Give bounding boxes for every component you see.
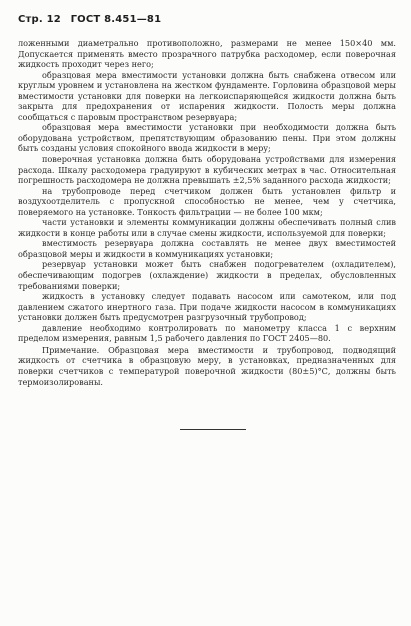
paragraph-continuation: ложенными диаметрально противоположно, размерами не менее 150×40 мм. Допускается применять вместо прозрачного патрубка расходомер, если поверочная жидкость проходит через него; bbox=[18, 38, 396, 70]
end-divider bbox=[180, 429, 246, 430]
paragraph: поверочная установка должна быть оборудована устройствами для измерения расхода. Шкалу расходомера градуируют в кубических метрах в час. Относительная погрешность расходомера не должна превышать ±2,5% заданного расхода жидкости; bbox=[18, 154, 396, 186]
body-text bbox=[18, 38, 396, 387]
paragraph: давление необходимо контролировать по манометру класса 1 с верхним пределом измерения, равным 1,5 рабочего давления по ГОСТ 2405—80. bbox=[18, 322, 396, 344]
paragraph: вместимость резервуара должна составлять не менее двух вместимостей образцовой меры и жидкости в коммуникациях установки; bbox=[18, 238, 396, 259]
paragraph: части установки и элементы коммуникации должны обеспечивать полный слив жидкости в конце работы или в случае смены жидкости, используемой для поверки; bbox=[18, 217, 396, 238]
paragraph: жидкость в установку следует подавать насосом или самотеком, или под давлением сжатого инертного газа. При подаче жидкости насосом в коммуникациях установки должен быть предусмотрен разгрузочный трубопровод; bbox=[18, 291, 396, 323]
page-number: Стр. 12 bbox=[18, 14, 61, 25]
paragraph: образцовая мера вместимости установки при необходимости должна быть оборудована устройством, препятствующим образованию пены. При этом должны быть созданы условия спокойного ввода жидкости в меру; bbox=[18, 122, 396, 154]
note-paragraph: Примечание. Образцовая мера вместимости и трубопровод, подводящий жидкость от счетчика в образцовую меру, в установках, предназначенных для поверки счетчиков с температурой поверочной жидкости (80±5)°С, должны быть термоизолированы. bbox=[18, 344, 396, 387]
paragraph: на трубопроводе перед счетчиком должен быть установлен фильтр и воздухоотделитель с пропускной способностью не менее, чем у счетчика, поверяемого на установке. Тонкость фильтрации — не более 100 мкм; bbox=[18, 185, 396, 217]
page-header bbox=[18, 14, 167, 28]
paragraph: резервуар установки может быть снабжен подогревателем (охладителем), обеспечивающим подогрев (охлаждение) жидкости в пределах, обусловленных требованиями поверки; bbox=[18, 259, 396, 291]
standard-designation: ГОСТ 8.451—81 bbox=[70, 14, 162, 25]
paragraph: образцовая мера вместимости установки должна быть снабжена отвесом или круглым уровнем и установлена на жестком фундаменте. Горловина образцовой меры вместимости установки для поверки на легкоиспаряющейся жидкости должна быть закрыта для предохранения от испарения жидкости. Полость меры должна сообщаться с паровым пространством резервуара; bbox=[18, 69, 396, 122]
